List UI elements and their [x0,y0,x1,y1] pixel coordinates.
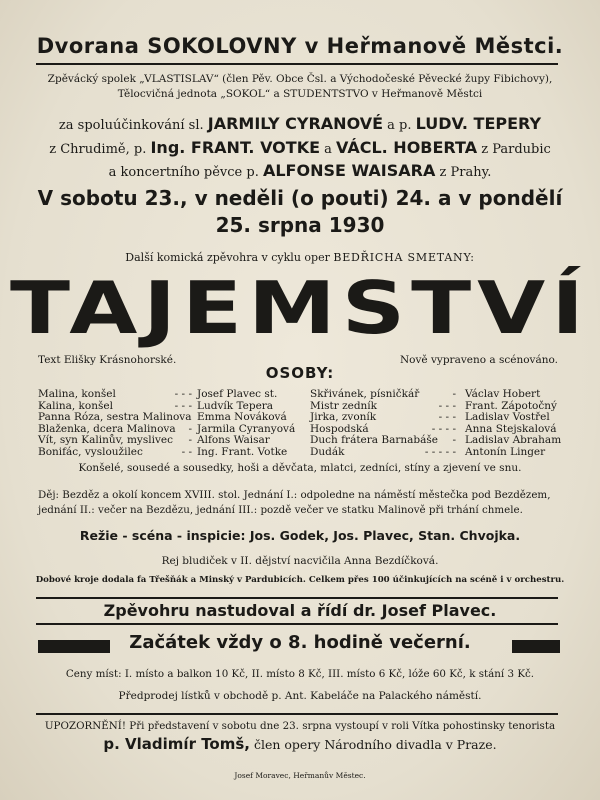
intro-line [0,251,600,264]
collab-text: z Prahy. [435,165,492,180]
collaboration-line-1 [0,114,600,133]
cast-dots: - - - - [431,422,456,435]
cast-actor: Frant. Zápotočný [465,399,557,412]
intro-text: Další komická zpěvohra v cyklu oper [125,251,334,264]
chorus-line: Konšelé, sousedé a sousedky, hoši a děvčata, mlatci, zedníci, stíny a zjevení ve snu. [78,462,522,474]
cast-role: Vít, syn Kalinův, myslivec [38,434,173,447]
cast-dots: - [188,434,192,447]
collab-text: z Chrudimě, p. [49,142,151,157]
cast-actor: Ladislav Abraham [465,434,562,447]
venue-heading: Dvorana SOKOLOVNY v Heřmanově Městci. [36,34,564,58]
cast-dots: - [188,422,192,435]
collab-text: z Pardubic [477,142,551,157]
collab-name-tepera: LUDV. TEPERY [415,114,542,133]
cast-dots: - - - [174,388,192,400]
cast-role: Blaženka, dcera Malinova [38,422,176,435]
dates-line-2: 25. srpna 1930 [215,213,385,237]
organizers-line-2: Tělocvičná jednota „SOKOL“ a STUDENTSTVO v Heřmanově Městci [117,88,483,100]
cast-actor: Václav Hobert [465,388,541,400]
cast-left-dots [150,389,192,459]
collab-name-waisar: ALFONSE WAISARA [262,161,436,180]
cast-dots [150,412,192,424]
cast-right-actors [465,389,561,459]
cast-role: Dudák [310,445,345,458]
staging-note: Nově vypraveno a scénováno. [399,354,558,366]
conductor-line: Zpěvohru nastudoval a řídí dr. Josef Plavec. [103,601,497,620]
cast-dots: - [452,434,456,447]
direction-line: Režie - scéna - inspicie: Jos. Godek, Jos. Plavec, Stan. Chvojka. [79,528,521,543]
setting-line-1: Děj: Bezděz a okolí koncem XVIII. stol. Jednání I.: odpoledne na náměstí městečka pod Bezdězem, [38,489,551,501]
guest-tenor-affiliation: člen opery Národního divadla v Praze. [250,737,497,752]
cast-dots: - - - [438,399,456,412]
collab-name-hobert: VÁCL. HOBERTA [336,138,478,157]
cast-actor: Ing. Frant. Votke [197,445,288,458]
notice-line-1: UPOZORNĚNÍ! Při představení v sobotu dne 23. srpna vystoupí v roli Vítka pohostinsky tenorista [44,720,556,732]
cast-heading: OSOBY: [265,364,335,382]
prices-line: Ceny míst: I. místo a balkon 10 Kč, II. místo 8 Kč, III. místo 6 Kč, lóže 60 Kč, k stání 3 Kč. [65,668,535,680]
cast-actor: Ladislav Vostřel [465,411,550,424]
cast-actor: Alfons Waisar [197,434,270,447]
cast-role: Panna Róza, sestra Malinova [38,411,192,424]
setting-line-2: jednání II.: večer na Bezdězu, jednání III.: pozdě večer ve statku Malinově při trhání chmele. [38,504,523,516]
guest-tenor-name: p. Vladimír Tomš, [103,735,250,753]
presale-line: Předprodej lístků v obchodě p. Ant. Kabeláče na Palackého náměstí. [118,690,482,702]
rule-conductor-bottom [36,623,558,625]
dates-line-1: V sobotu 23., v neděli (o pouti) 24. a v pondělí [37,186,563,210]
collaboration-line-3 [0,161,600,180]
printer-imprint: Josef Moravec, Heřmanův Městec. [234,771,366,780]
cast-actor: Emma Nováková [197,411,287,424]
organizers-line-1: Zpěvácký spolek „VLASTISLAV“ (člen Pěv. Obce Čsl. a Východočeské Pěvecké župy Fibichovy), [47,73,553,85]
collab-text: a p. [383,118,416,133]
cast-role: Mistr zedník [310,399,378,412]
cast-role: Jirka, zvoník [310,411,377,424]
collab-text: a [320,142,337,157]
cast-role: Kalina, konšel [38,399,113,412]
rule-conductor-top [36,597,558,599]
opera-title: TAJEMSTVÍ [10,266,590,351]
collab-text: za spoluúčinkování sl. [58,118,208,133]
notice-line-2 [0,735,600,753]
cast-dots: - - - - - [424,445,456,458]
cast-actor: Anna Stejskalová [465,422,557,435]
cast-right-dots [400,389,456,459]
rule-top [36,63,558,65]
cast-dots: - - - [438,411,456,424]
rule-notice-top [36,713,558,715]
cast-left-actors [197,389,295,459]
cast-dots: - - [181,445,192,458]
costumes-line: Dobové kroje dodala fa Třešňák a Minský v Pardubicích. Celkem přes 100 účinkujících na scéně i v orchestru. [35,575,565,585]
collaboration-line-2 [0,138,600,157]
start-time-line: Začátek vždy o 8. hodině večerní. [129,632,471,653]
composer-name: BEDŘICHA SMETANY: [333,251,475,264]
cast-actor: Josef Plavec st. [197,388,278,400]
cast-role: Duch frátera Barnabáše [310,434,438,447]
collab-name-cyranova: JARMILY CYRANOVÉ [207,114,384,133]
cast-actor: Jarmila Cyranyová [197,422,296,435]
cast-actor: Ludvík Tepera [197,399,274,412]
cast-dots: - [452,388,456,400]
libretto-author: Text Elišky Krásnohorské. [38,354,177,366]
cast-dots: - - - [174,399,192,412]
collab-text: a koncertního pěvce p. [108,165,263,180]
cast-role: Hospodská [310,422,369,435]
choreography-line: Rej bludiček v II. dějství nacvičila Anna Bezdíčková. [161,555,439,567]
cast-role: Bonifác, vysloužilec [38,445,143,458]
cast-role: Malina, konšel [38,388,116,400]
decorative-bar-right [512,640,560,653]
cast-role: Skřivánek, písničkář [310,388,420,400]
collab-name-votke: Ing. FRANT. VOTKE [150,138,321,157]
cast-actor: Antonín Linger [465,445,546,458]
